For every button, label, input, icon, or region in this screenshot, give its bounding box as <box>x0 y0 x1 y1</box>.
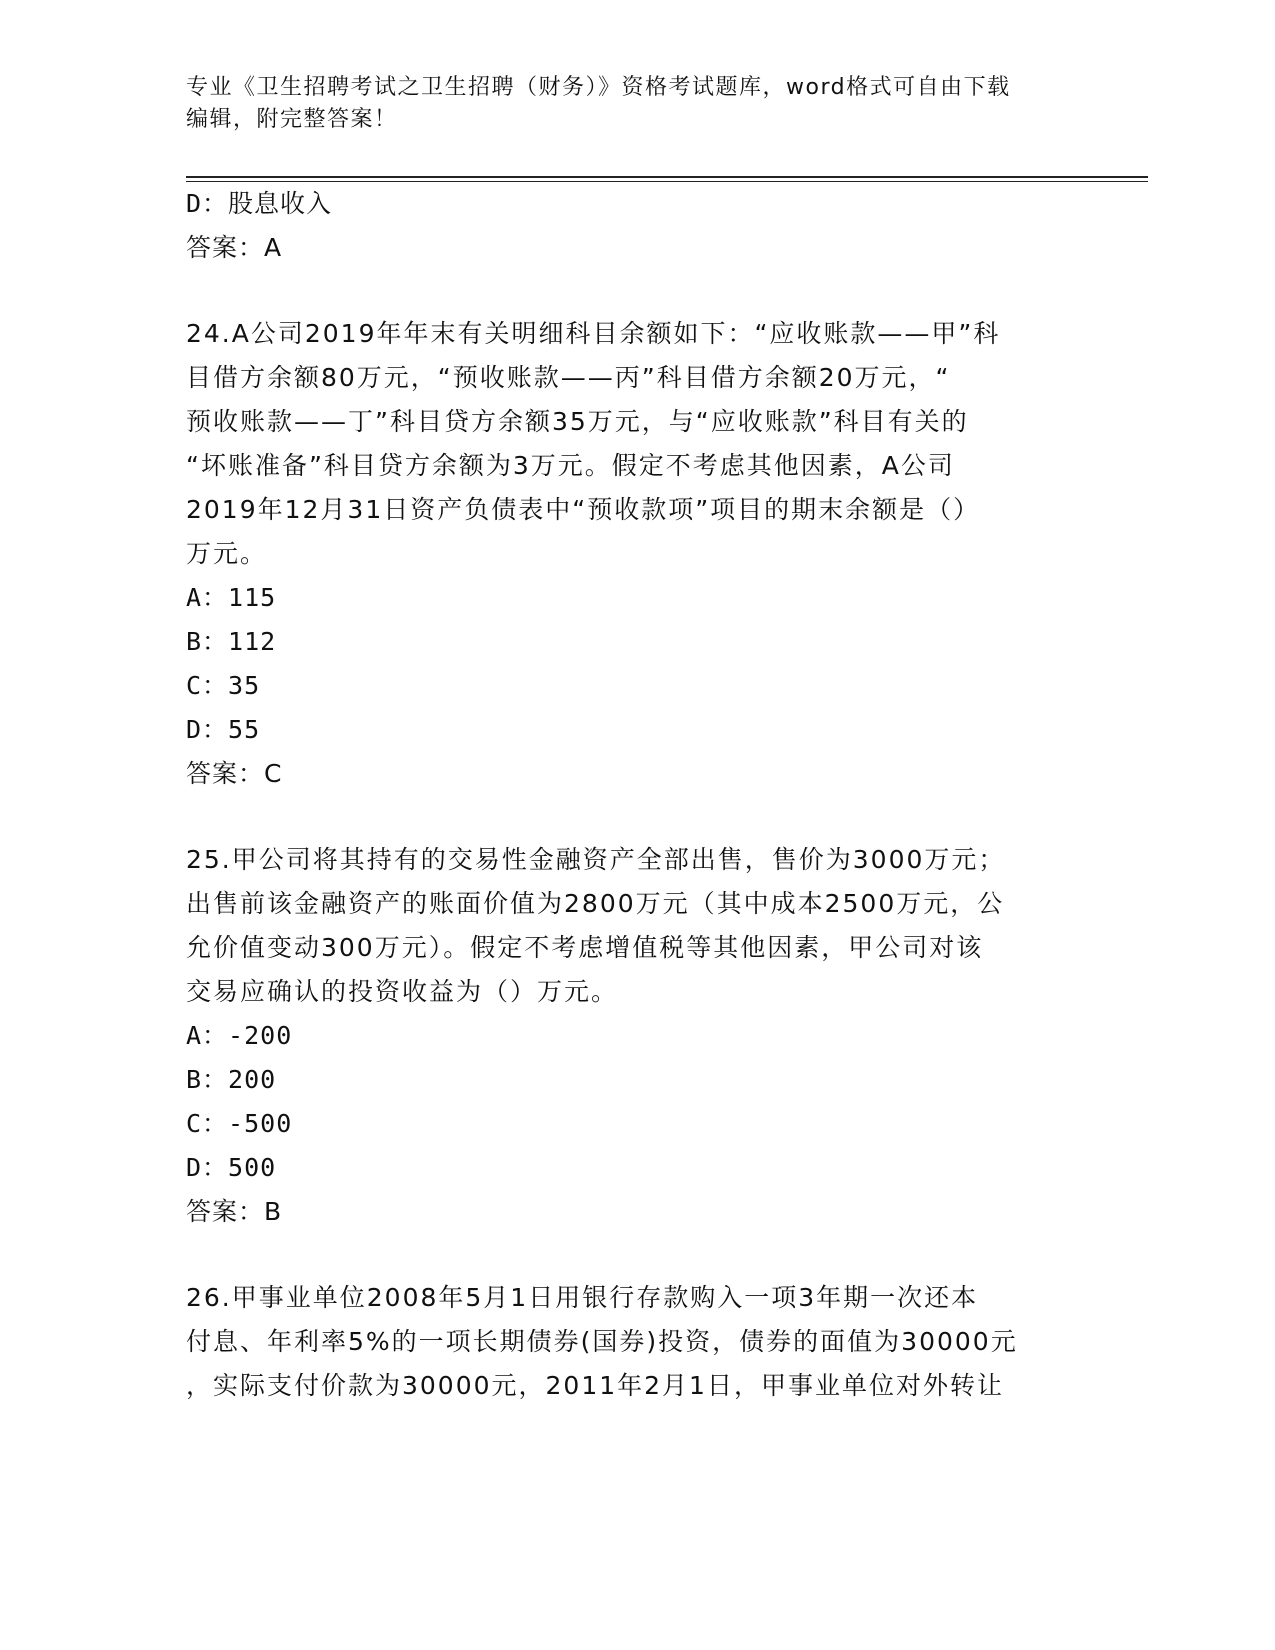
q24-text-line: 2019年12月31日资产负债表中“预收款项”项目的期末余额是（） <box>186 495 981 524</box>
q24-option-a: A：115 <box>186 583 277 612</box>
q25-option-c: C：-500 <box>186 1109 293 1138</box>
q25-option-b: B：200 <box>186 1065 277 1094</box>
q25-text-line: 出售前该金融资产的账面价值为2800万元（其中成本2500万元，公 <box>186 889 1005 918</box>
q25-option-d: D：500 <box>186 1153 277 1182</box>
q24-text-line: 万元。 <box>186 539 268 568</box>
header-line-1: 专业《卫生招聘考试之卫生招聘（财务）》资格考试题库，word格式可自由下载 <box>186 75 1011 100</box>
q24-option-d: D：55 <box>186 715 261 744</box>
q26-text-line: 付息、年利率5%的一项长期债券(国券)投资，债券的面值为30000元 <box>186 1327 1018 1356</box>
q24-text-line: “坏账准备”科目贷方余额为3万元。假定不考虑其他因素，A公司 <box>186 451 955 480</box>
q23-answer: 答案：A <box>186 233 283 262</box>
q26-text-line: ，实际支付价款为30000元，2011年2月1日，甲事业单位对外转让 <box>186 1371 1004 1400</box>
header-line-2: 编辑，附完整答案！ <box>186 107 398 132</box>
q24-text-line: 预收账款——丁”科目贷方余额35万元，与“应收账款”科目有关的 <box>186 407 969 436</box>
q25-option-a: A：-200 <box>186 1021 293 1050</box>
q24-answer: 答案：C <box>186 759 283 788</box>
q24-text-line: 目借方余额80万元，“预收账款——丙”科目借方余额20万元，“ <box>186 363 951 392</box>
q24-option-c: C：35 <box>186 671 261 700</box>
header-rule-thick <box>186 176 1148 178</box>
document-header <box>186 72 1066 136</box>
q25-answer: 答案：B <box>186 1197 283 1226</box>
q25-text-line: 25.甲公司将其持有的交易性金融资产全部出售，售价为3000万元； <box>186 845 1006 874</box>
q26-text-line: 26.甲事业单位2008年5月1日用银行存款购入一项3年期一次还本 <box>186 1283 979 1312</box>
q25-text-line: 交易应确认的投资收益为（）万元。 <box>186 977 619 1006</box>
header-rule-thin <box>186 181 1148 182</box>
q24-text-line: 24.A公司2019年年末有关明细科目余额如下：“应收账款——甲”科 <box>186 319 1001 348</box>
q24-option-b: B：112 <box>186 627 277 656</box>
q25-text-line: 允价值变动300万元）。假定不考虑增值税等其他因素，甲公司对该 <box>186 933 984 962</box>
q23-option-d: D：股息收入 <box>186 189 333 218</box>
